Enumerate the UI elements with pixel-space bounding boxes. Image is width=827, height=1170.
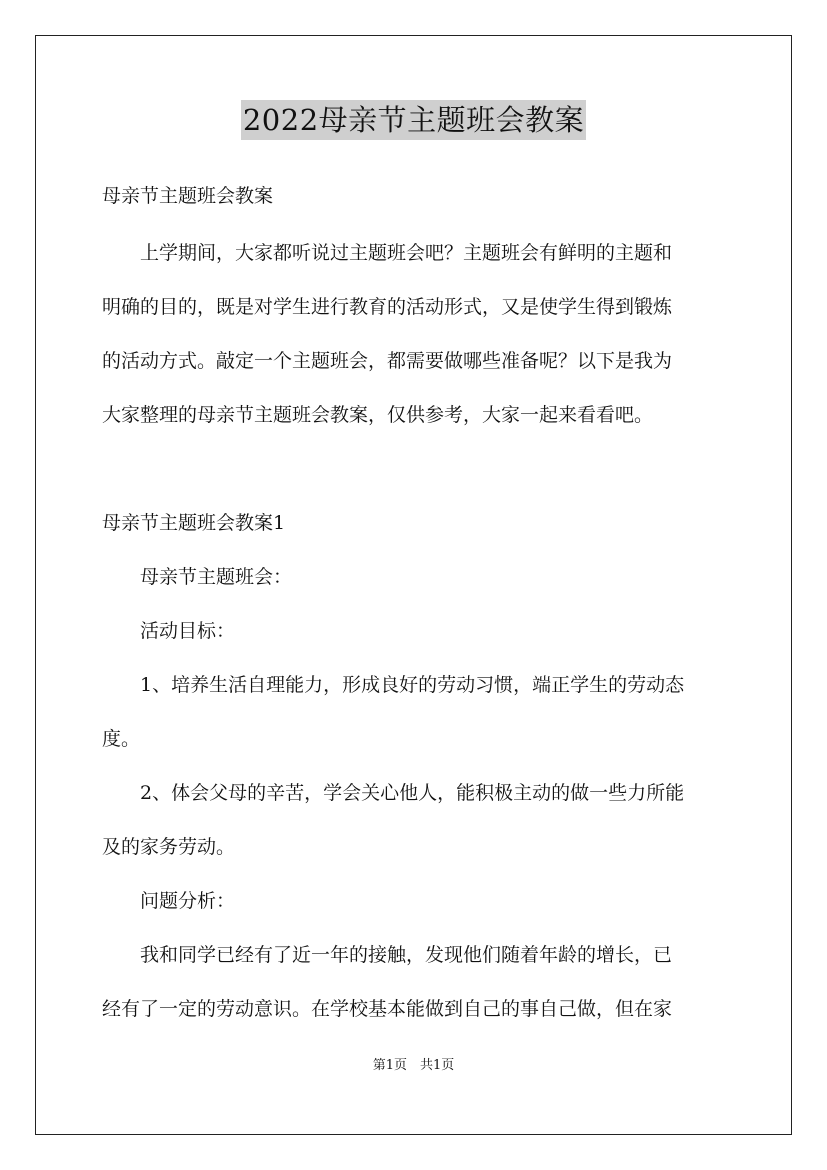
paragraph-line: 大家整理的母亲节主题班会教案，仅供参考，大家一起来看看吧。	[102, 404, 654, 426]
paragraph-line: 2、体会父母的辛苦，学会关心他人，能积极主动的做一些力所能	[102, 782, 685, 804]
paragraph-line: 我和同学已经有了近一年的接触，发现他们随着年龄的增长，已	[102, 944, 673, 966]
paragraph-line: 1、培养生活自理能力，形成良好的劳动习惯，端正学生的劳动态	[102, 674, 685, 696]
page-footer	[0, 1054, 827, 1073]
paragraph-line: 问题分析：	[102, 890, 236, 912]
paragraph-line: 上学期间，大家都听说过主题班会吧？主题班会有鲜明的主题和	[102, 242, 673, 264]
paragraph-line: 明确的目的，既是对学生进行教育的活动形式，又是使学生得到锻炼	[102, 296, 673, 318]
paragraph-line: 及的家务劳动。	[102, 836, 236, 858]
page-number-label: 第1页 共1页	[372, 1058, 455, 1073]
section-heading-plan-1: 母亲节主题班会教案1	[102, 512, 286, 534]
paragraph-line: 母亲节主题班会：	[102, 566, 293, 588]
paragraph-line: 的活动方式。敲定一个主题班会，都需要做哪些准备呢？以下是我为	[102, 350, 673, 372]
paragraph-line: 活动目标：	[102, 620, 236, 642]
paragraph-line: 经有了一定的劳动意识。在学校基本能做到自己的事自己做，但在家	[102, 998, 673, 1020]
section-heading-intro: 母亲节主题班会教案	[102, 185, 274, 207]
document-title: 2022母亲节主题班会教案	[241, 100, 586, 140]
title-container	[0, 100, 827, 140]
paragraph-line: 度。	[102, 728, 141, 750]
